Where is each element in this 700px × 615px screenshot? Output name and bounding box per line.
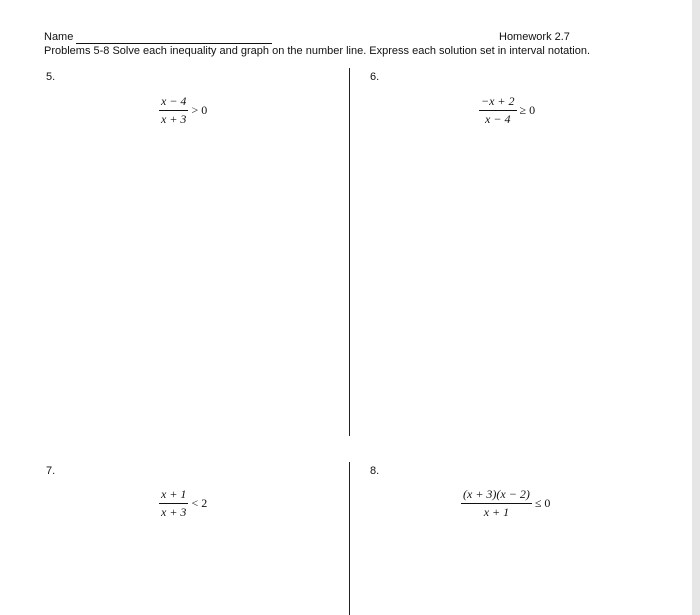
- problem-8-number: 8.: [370, 465, 380, 477]
- problem-8-numerator: (x + 3)(x − 2): [461, 487, 532, 504]
- column-divider-top: [349, 68, 350, 436]
- problem-6-denominator: x − 4: [485, 112, 511, 126]
- problem-6-number: 6.: [370, 71, 380, 83]
- homework-title: Homework 2.7: [499, 31, 570, 43]
- problem-5-denominator: x + 3: [161, 112, 187, 126]
- problem-8-denominator: x + 1: [483, 505, 510, 519]
- problem-6-inequality: [479, 94, 535, 127]
- problem-8-relation: ≤ 0: [534, 496, 551, 510]
- problem-6-relation: ≥ 0: [519, 103, 536, 117]
- problem-7-numerator: x + 1: [159, 487, 188, 504]
- name-blank-line[interactable]: [76, 43, 272, 44]
- column-divider-bottom: [349, 462, 350, 615]
- problem-5-relation: > 0: [191, 103, 208, 117]
- problem-5-number: 5.: [46, 71, 56, 83]
- problem-5-numerator: x − 4: [159, 94, 188, 111]
- problem-7-inequality: [159, 487, 207, 520]
- problem-8-inequality: [461, 487, 550, 520]
- problem-6-numerator: −x + 2: [479, 94, 517, 111]
- page-edge: [692, 0, 700, 615]
- problem-7-denominator: x + 3: [161, 505, 187, 519]
- instructions: Problems 5-8 Solve each inequality and graph on the number line. Express each solution set in interval notation.: [44, 45, 591, 57]
- problem-5-inequality: [159, 94, 207, 127]
- problem-7-number: 7.: [46, 465, 56, 477]
- name-label: Name: [44, 31, 74, 43]
- problem-7-relation: < 2: [191, 496, 208, 510]
